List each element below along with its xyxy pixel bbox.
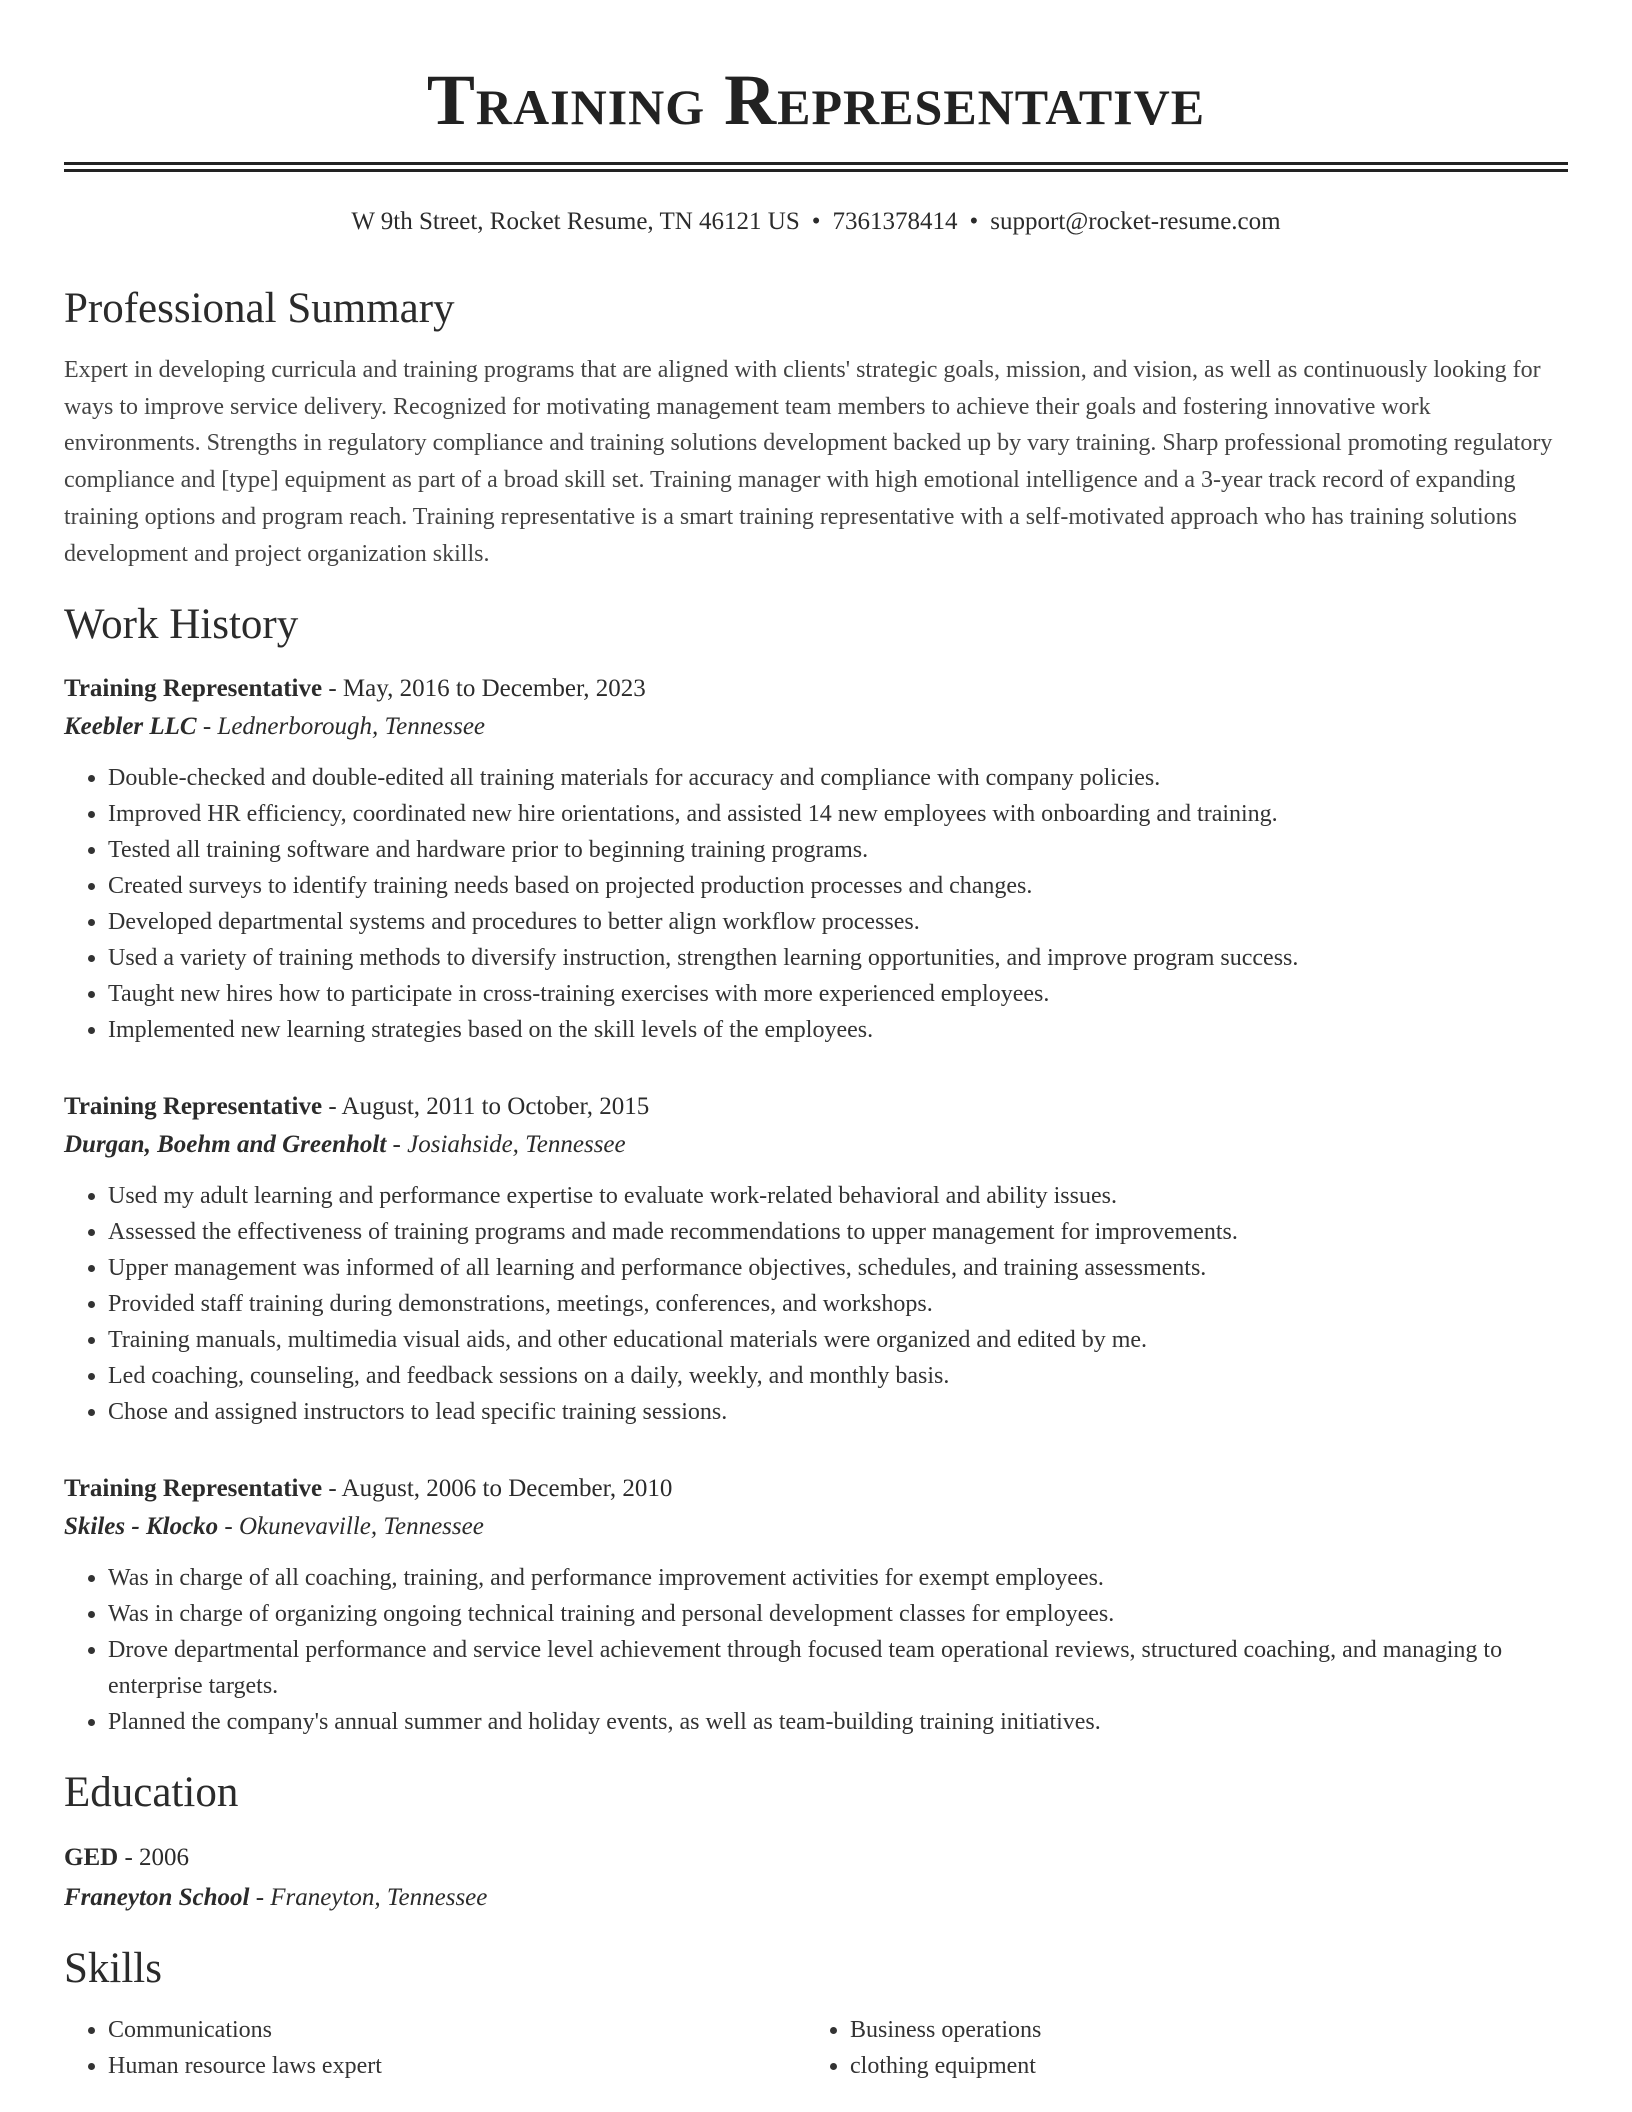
- section-heading-summary: Professional Summary: [64, 285, 455, 332]
- list-item: • Was in charge of organizing ongoing technical training and personal development classes for employees.: [108, 1596, 1568, 1632]
- job-title: Training Representative: [64, 1475, 323, 1503]
- list-item: • Double-checked and double-edited all training materials for accuracy and compliance with company policies.: [108, 760, 1568, 796]
- company-location: - Lednerborough, Tennessee: [196, 713, 486, 741]
- title-double-rule: [64, 162, 1568, 172]
- skills-grid: [64, 2012, 1568, 2084]
- contact-separator: •: [811, 208, 821, 235]
- skills-column-right: [806, 2012, 1548, 2084]
- section-heading-education: Education: [64, 1769, 239, 1817]
- section-heading-work-history: Work History: [64, 601, 299, 649]
- skill-item: • Communications: [108, 2012, 806, 2048]
- job-title: Training Representative: [64, 1093, 323, 1121]
- job-dates: - August, 2006 to December, 2010: [322, 1475, 673, 1503]
- list-item: • Planned the company's annual summer and holiday events, as well as team-building training initiatives.: [108, 1704, 1568, 1740]
- company-name: Keebler LLC: [64, 713, 197, 741]
- job-entry: [64, 670, 1568, 1048]
- company-line: [64, 708, 1568, 746]
- school-location: - Franeyton, Tennessee: [249, 1884, 488, 1912]
- list-item: • Used my adult learning and performance expertise to evaluate work-related behavioral and ability issues.: [108, 1178, 1568, 1214]
- job-bullet-list: [64, 1178, 1568, 1430]
- contact-phone: 7361378414: [832, 208, 958, 235]
- education-entry: [64, 1838, 1568, 1918]
- list-item: • Was in charge of all coaching, training, and performance improvement activities for exempt employees.: [108, 1560, 1568, 1596]
- skills-column-left: [64, 2012, 806, 2084]
- company-location: - Josiahside, Tennessee: [386, 1131, 626, 1159]
- contact-separator: •: [969, 208, 979, 235]
- degree-name: GED: [64, 1844, 119, 1872]
- skill-item: • clothing equipment: [850, 2048, 1548, 2084]
- list-item: • Tested all training software and hardware prior to beginning training programs.: [108, 832, 1568, 868]
- skill-item: • Business operations: [850, 2012, 1548, 2048]
- company-line: [64, 1126, 1568, 1164]
- school-line: [64, 1878, 1568, 1918]
- job-title-line: [64, 1470, 1568, 1508]
- company-name: Skiles - Klocko: [64, 1513, 219, 1541]
- resume-title: Training Representative: [426, 60, 1206, 140]
- list-item: • Provided staff training during demonstrations, meetings, conferences, and workshops.: [108, 1286, 1568, 1322]
- list-item: • Used a variety of training methods to diversify instruction, strengthen learning opportunities, and improve program success.: [108, 940, 1568, 976]
- list-item: • Upper management was informed of all learning and performance objectives, schedules, and training assessments.: [108, 1250, 1568, 1286]
- list-item: • Chose and assigned instructors to lead specific training sessions.: [108, 1394, 1568, 1430]
- company-name: Durgan, Boehm and Greenholt: [64, 1131, 387, 1159]
- list-item: • Implemented new learning strategies based on the skill levels of the employees.: [108, 1012, 1568, 1048]
- list-item: • Led coaching, counseling, and feedback sessions on a daily, weekly, and monthly basis.: [108, 1358, 1568, 1394]
- section-heading-skills: Skills: [64, 1945, 162, 1993]
- list-item: • Training manuals, multimedia visual aids, and other educational materials were organized and edited by me.: [108, 1322, 1568, 1358]
- list-item: • Taught new hires how to participate in cross-training exercises with more experienced employees.: [108, 976, 1568, 1012]
- job-dates: - May, 2016 to December, 2023: [322, 675, 646, 703]
- list-item: • Assessed the effectiveness of training programs and made recommendations to upper management for improvements.: [108, 1214, 1568, 1250]
- job-dates: - August, 2011 to October, 2015: [322, 1093, 650, 1121]
- job-bullet-list: [64, 760, 1568, 1048]
- degree-line: [64, 1838, 1568, 1878]
- school-name: Franeyton School: [64, 1884, 250, 1912]
- skill-item: • Human resource laws expert: [108, 2048, 806, 2084]
- degree-year: - 2006: [118, 1844, 190, 1872]
- list-item: • Improved HR efficiency, coordinated new hire orientations, and assisted 14 new employees with onboarding and training.: [108, 796, 1568, 832]
- job-title-line: [64, 670, 1568, 708]
- list-item: • Developed departmental systems and procedures to better align workflow processes.: [108, 904, 1568, 940]
- job-entry: [64, 1088, 1568, 1430]
- summary-text: Expert in developing curricula and training programs that are aligned with clients' strategic goals, mission, and vision, as well as continuously looking for ways to improve service delivery. Recognized for motivating management team members to achieve their goals and fostering innovative work environments. Strengths in regulatory compliance and training solutions development backed up by vary training. Sharp professional promoting regulatory compliance and [type] equipment as part of a broad skill set. Training manager with high emotional intelligence and a 3-year track record of expanding training options and program reach. Training representative is a smart training representative with a self-motivated approach who has training solutions development and project organization skills.: [64, 357, 1553, 567]
- contact-line: [64, 206, 1568, 238]
- company-location: - Okunevaville, Tennessee: [218, 1513, 484, 1541]
- contact-email: support@rocket-resume.com: [990, 208, 1281, 235]
- job-bullet-list: [64, 1560, 1568, 1740]
- list-item: • Drove departmental performance and service level achievement through focused team operational reviews, structured coaching, and managing to enterprise targets.: [108, 1632, 1568, 1704]
- job-title-line: [64, 1088, 1568, 1126]
- company-line: [64, 1508, 1568, 1546]
- job-title: Training Representative: [64, 675, 323, 703]
- job-entry: [64, 1470, 1568, 1740]
- contact-address: W 9th Street, Rocket Resume, TN 46121 US: [351, 208, 800, 235]
- list-item: • Created surveys to identify training needs based on projected production processes and changes.: [108, 868, 1568, 904]
